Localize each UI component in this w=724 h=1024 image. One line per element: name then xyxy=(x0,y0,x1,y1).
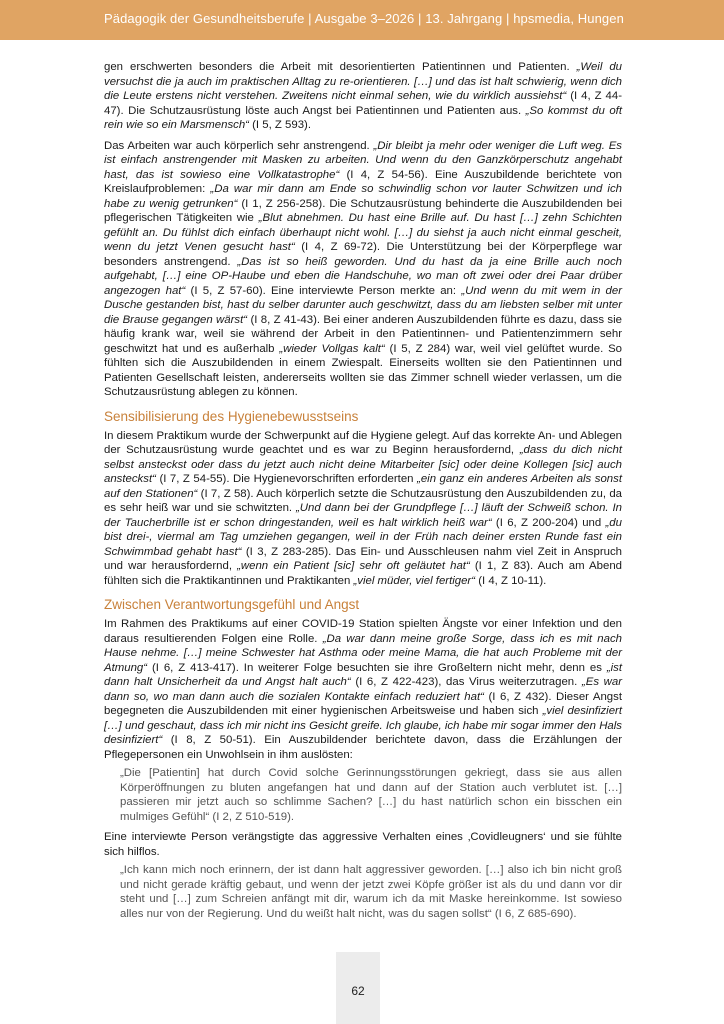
page-number: 62 xyxy=(351,984,365,998)
text-run: (I 6, Z 432). Dieser Angst begegneten die Auszubildenden mit einer hygienischen Arbeitsweise und haben sich xyxy=(104,690,623,717)
text-run: (I 3, Z 283-285). Das Ein- und Ausschleusen nahm viel Zeit in Anspruch und war herausfordernd, xyxy=(104,545,622,572)
text-run: gen erschwerten besonders die Arbeit mit desorientierten Patientinnen und Patienten. xyxy=(104,61,577,73)
interview-quote: „Es war dann so, wo man dann auch die sozialen Kontakte einfach reduziert hat“ xyxy=(104,676,622,703)
section-heading: Sensibilisierung des Hygienebewusstseins xyxy=(104,408,359,424)
interview-quote: „ist dann halt Unsicherheit da und Angst halt auch“ xyxy=(104,661,622,688)
block-quote: „Die [Patientin] hat durch Covid solche Gerinnungsstörungen gekriegt, dass sie aus allen Körperöffnungen zu bluten angefangen hat und dann auf der Station auch verblutet ist. […] passieren mir jetzt auch so schlimme Sachen? […] du hast natürlich schon ein bisschen ein mulmiges Gefühl“ (I 2, Z 510-519). xyxy=(120,767,622,823)
text-run: (I 8, Z 50-51). Ein Auszubildender berichtete davon, dass die Erzählungen der Pflegepersonen ein Unwohlsein in ihm auslösten: xyxy=(104,734,622,761)
interview-quote: „ein ganz ein anderes Arbeiten als sonst auf den Stationen“ xyxy=(104,473,622,500)
body-paragraph xyxy=(104,139,622,400)
text-run: (I 1, Z 83). Auch am Abend fühlten sich die Praktikantinnen und Praktikanten xyxy=(104,560,622,587)
text-run: (I 6, Z 200-204) und xyxy=(491,516,606,529)
text-run: (I 5, Z 593). xyxy=(248,119,312,131)
interview-quote: „Das ist so heiß geworden. Und du hast da ja eine Brille auch noch aufgehabt, […] eine OP-Haube und eben die Handschuhe, wo man oft zwei oder drei Paar drüber angezogen hat“ xyxy=(104,255,622,297)
interview-quote: „wieder Vollgas kalt“ xyxy=(279,342,385,355)
body-paragraph xyxy=(104,60,622,133)
text-run: Eine interviewte Person verängstigte das aggressive Verhalten eines ‚Covidleugners‘ und sie fühlte sich hilflos. xyxy=(104,831,622,858)
text-run: (I 7, Z 58). Auch körperlich setzte die Schutzausrüstung den Auszubildenden zu, da es sehr heiß war und sie schwitzten. xyxy=(104,487,622,514)
text-run: Im Rahmen des Praktikums auf einer COVID-19 Station spielten Ängste vor einer Infektion und den daraus resultierenden Folgen eine Rolle. xyxy=(104,618,622,645)
interview-quote: „Dir bleibt ja mehr oder weniger die Luft weg. Es ist einfach anstrengender mit Masken zu arbeiten. Und wenn du den Ganzkörperschutz angehabt hast, das ist sowieso eine Vollkatastrophe“ xyxy=(104,139,622,181)
text-run: (I 5, Z 284) war, weil viel gelüftet wurde. So fühlten sich die Auszubildenden in einem Zwiespalt. Einerseits wollten sie den Patientinnen und Patienten Gesellschaft leisten, andererseits wollten sie das Zimmer schnell wieder verlassen, um die Schutzausrüstung ablegen zu können. xyxy=(104,342,622,398)
body-paragraph xyxy=(104,617,622,762)
interview-quote: „du bist drei-, viermal am Tag umziehen gegangen, weil in der Früh nach deiner ersten Runde fast ein Schwimmbad gehabt hast“ xyxy=(104,516,622,558)
text-run: (I 4, Z 69-72). Die Unterstützung bei der Körperpflege war besonders anstrengend. xyxy=(104,241,622,268)
text-run: (I 8, Z 41-43). Bei einer anderen Auszubildenden führte es dazu, dass sie häufig krank war, weil sie während der Arbeit in den Patientinnen- und Patientenzimmern sehr geschwitzt hat und es außerhalb xyxy=(104,313,622,355)
interview-quote: „Und wenn du mit wem in der Dusche gestanden bist, hast du selber darunter auch geschwitzt, dass du am liebsten selber mit unter die Brause gegangen wärst“ xyxy=(104,284,622,326)
text-run: (I 6, Z 422-423), das Virus weiterzutragen. xyxy=(350,676,582,688)
interview-quote: „Und dann bei der Grundpflege […] läuft der Schweiß schon. In der Taucherbrille ist er schon dringestanden, weil es halt wirklich heiß war“ xyxy=(104,502,622,529)
article-body xyxy=(104,60,622,927)
page-footer xyxy=(336,952,380,1024)
body-paragraph xyxy=(104,830,622,859)
section-heading: Zwischen Verantwortungsgefühl und Angst xyxy=(104,597,360,612)
block-quote: „Ich kann mich noch erinnern, der ist dann halt aggressiver geworden. […] also ich bin nicht groß und nicht gerade kräftig gebaut, und wenn der jetzt zwei Köpfe größer ist als du und dann vor dir steht und […] zum Schreien anfängt mit dir, warum ich da mit Maske hereinkomme. Ist sowieso alles nur von der Regierung. Und du weißt halt nicht, was du sagen sollst“ (I 6, Z 685-690). xyxy=(120,864,622,920)
text-run: (I 4, Z 54-56). Eine Auszubildende berichtete von Kreislaufproblemen: xyxy=(104,168,622,195)
interview-quote: „So kommst du oft rein wie so ein Marsmensch“ xyxy=(104,104,623,131)
text-run: (I 5, Z 57-60). Eine interviewte Person merkte an: xyxy=(185,284,462,297)
text-run: Das Arbeiten war auch körperlich sehr anstrengend. xyxy=(104,139,374,152)
interview-quote: „dass du dich nicht selbst ansteckst oder dass du jetzt auch nicht deine Mitarbeiter [sic] oder deine Kollegen [sic] auch ansteckst“ xyxy=(104,444,622,485)
text-run: (I 4, Z 10-11). xyxy=(475,574,547,587)
text-run: (I 7, Z 54-55). Die Hygienevorschriften erforderten xyxy=(155,473,418,485)
interview-quote: „Weil du versuchst die ja auch im praktischen Alltag zu re-orientieren. […] und das ist halt schwierig, wenn dich die Leute erstens nicht verstehen. Zweitens nicht einmal sehen, wie du wirklich aussiehst“ xyxy=(104,61,622,102)
interview-quote: „wenn ein Patient [sic] sehr oft geläutet hat“ xyxy=(237,560,470,572)
journal-header-bar xyxy=(0,0,724,40)
text-run: (I 4, Z 44-47). Die Schutzausrüstung löste auch Angst bei Patientinnen und Patienten aus. xyxy=(104,90,622,117)
interview-quote: „Da war dann meine große Sorge, dass ich es mit nach Hause nehme. […] meine Schwester hat Asthma oder meine Mama, die hat auch Probleme mit der Atmung“ xyxy=(104,632,623,674)
text-run: (I 6, Z 413-417). In weiterer Folge besuchten sie ihre Großeltern nicht mehr, denn es xyxy=(147,661,607,674)
journal-header-title: Pädagogik der Gesundheitsberufe | Ausgabe 3–2026 | 13. Jahrgang | hpsmedia, Hungen xyxy=(104,11,624,26)
interview-quote: „Blut abnehmen. Du hast eine Brille auf. Du hast […] zehn Schichten gefühlt an. Du fühlst dich einfach überhaupt nicht wohl. […] du siehst ja auch nicht einmal gescheit, wenn du jetzt Venen gesucht hast“ xyxy=(104,212,622,253)
interview-quote: „viel desinfiziert […] und geschaut, dass ich mir nicht ins Gesicht greife. Ich glaube, ich habe mir sogar immer den Hals desinfiziert“ xyxy=(104,705,622,746)
interview-quote: „viel müder, viel fertiger“ xyxy=(353,574,476,587)
body-paragraph xyxy=(104,429,622,589)
interview-quote: „Da war mir dann am Ende so schwindlig schon vor lauter Schwitzen und ich habe zu wenig getrunken“ xyxy=(104,183,622,210)
text-run: (I 1, Z 256-258). Die Schutzausrüstung behinderte die Auszubildenden bei pflegerischen Tätigkeiten wie xyxy=(104,197,622,224)
text-run: In diesem Praktikum wurde der Schwerpunkt auf die Hygiene gelegt. Auf das korrekte An- und Ablegen der Schutzausrüstung wurde geachtet und es war zu Beginn herausfordernd, xyxy=(104,429,622,456)
